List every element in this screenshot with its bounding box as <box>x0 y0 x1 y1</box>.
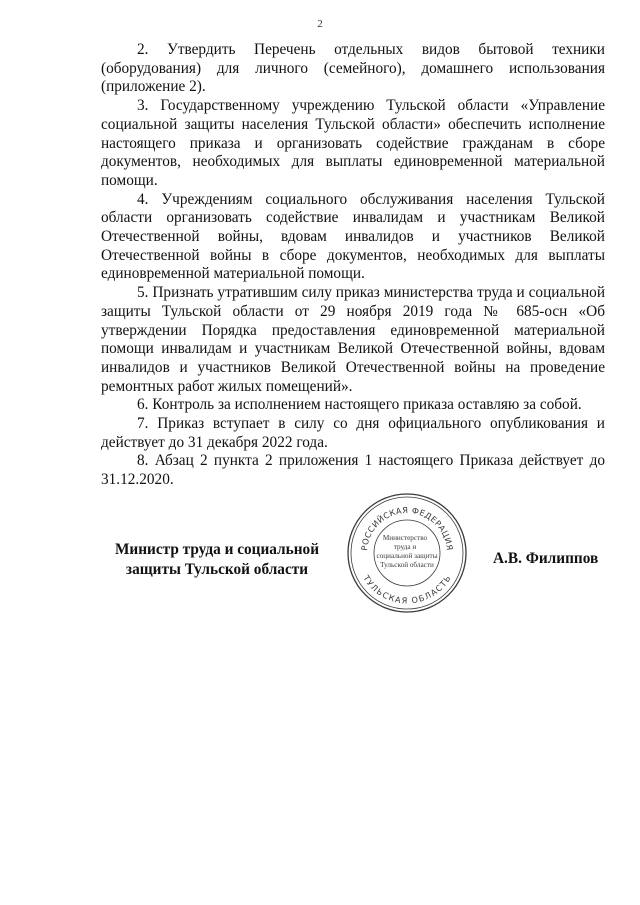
paragraph-item-3: 3. Государственному учреждению Тульской области «Управление социальной защиты населения Тульской области» обеспечить исполнение настоящего приказа и организовать содействие гражданам в сборе документов, необходимых для выплаты единовременной материальной помощи. <box>101 97 605 189</box>
paragraph-item-5: 5. Признать утратившим силу приказ министерства труда и социальной защиты Тульской области от 29 ноября 2019 года № 685-осн «Об утверждении Порядка предоставления единовременной материальной помощи инвалидам и участникам Великой Отечественной войны, вдовам инвалидов и участников Великой Отечественной войны на проведение ремонтных работ жилых помещений». <box>101 284 605 395</box>
seal-inner-line-2: труда и <box>393 543 417 551</box>
signature-block <box>0 504 640 655</box>
signer-name: А.В. Филиппов <box>493 550 599 567</box>
seal-inner-line-3: социальной защиты <box>376 552 438 560</box>
seal-outer-text-bottom: ТУЛЬСКАЯ ОБЛАСТЬ <box>361 573 453 606</box>
seal-inner-text <box>376 534 437 569</box>
paragraph-item-7: 7. Приказ вступает в силу со дня официального опубликования и действует до 31 декабря 2022 года. <box>101 415 605 451</box>
signer-title-line-1: Министр труда и социальной <box>114 541 320 558</box>
seal-inner-line-1: Министерство <box>382 534 428 542</box>
document-body <box>101 41 605 490</box>
paragraph-item-2: 2. Утвердить Перечень отдельных видов бытовой техники (оборудования) для личного (семейного), домашнего использования (приложение 2). <box>101 41 605 96</box>
official-seal-stamp <box>345 491 469 615</box>
seal-inner-line-4: Тульской области <box>380 561 434 569</box>
paragraph-item-6: 6. Контроль за исполнением настоящего приказа оставляю за собой. <box>137 396 582 414</box>
paragraph-item-4: 4. Учреждениям социального обслуживания населения Тульской области организовать содействие инвалидам и участникам Великой Отечественной войны, вдовам инвалидов и участников Великой Отечественной войны в сборе документов, необходимых для выплаты единовременной материальной помощи. <box>101 190 605 283</box>
page-number: 2 <box>317 18 323 30</box>
signer-title-line-2: защиты Тульской области <box>125 561 309 578</box>
seal-outer-text-top: РОССИЙСКАЯ ФЕДЕРАЦИЯ <box>359 504 455 552</box>
signer-title <box>112 540 322 580</box>
paragraph-item-8: 8. Абзац 2 пункта 2 приложения 1 настоящего Приказа действует до 31.12.2020. <box>101 452 605 489</box>
